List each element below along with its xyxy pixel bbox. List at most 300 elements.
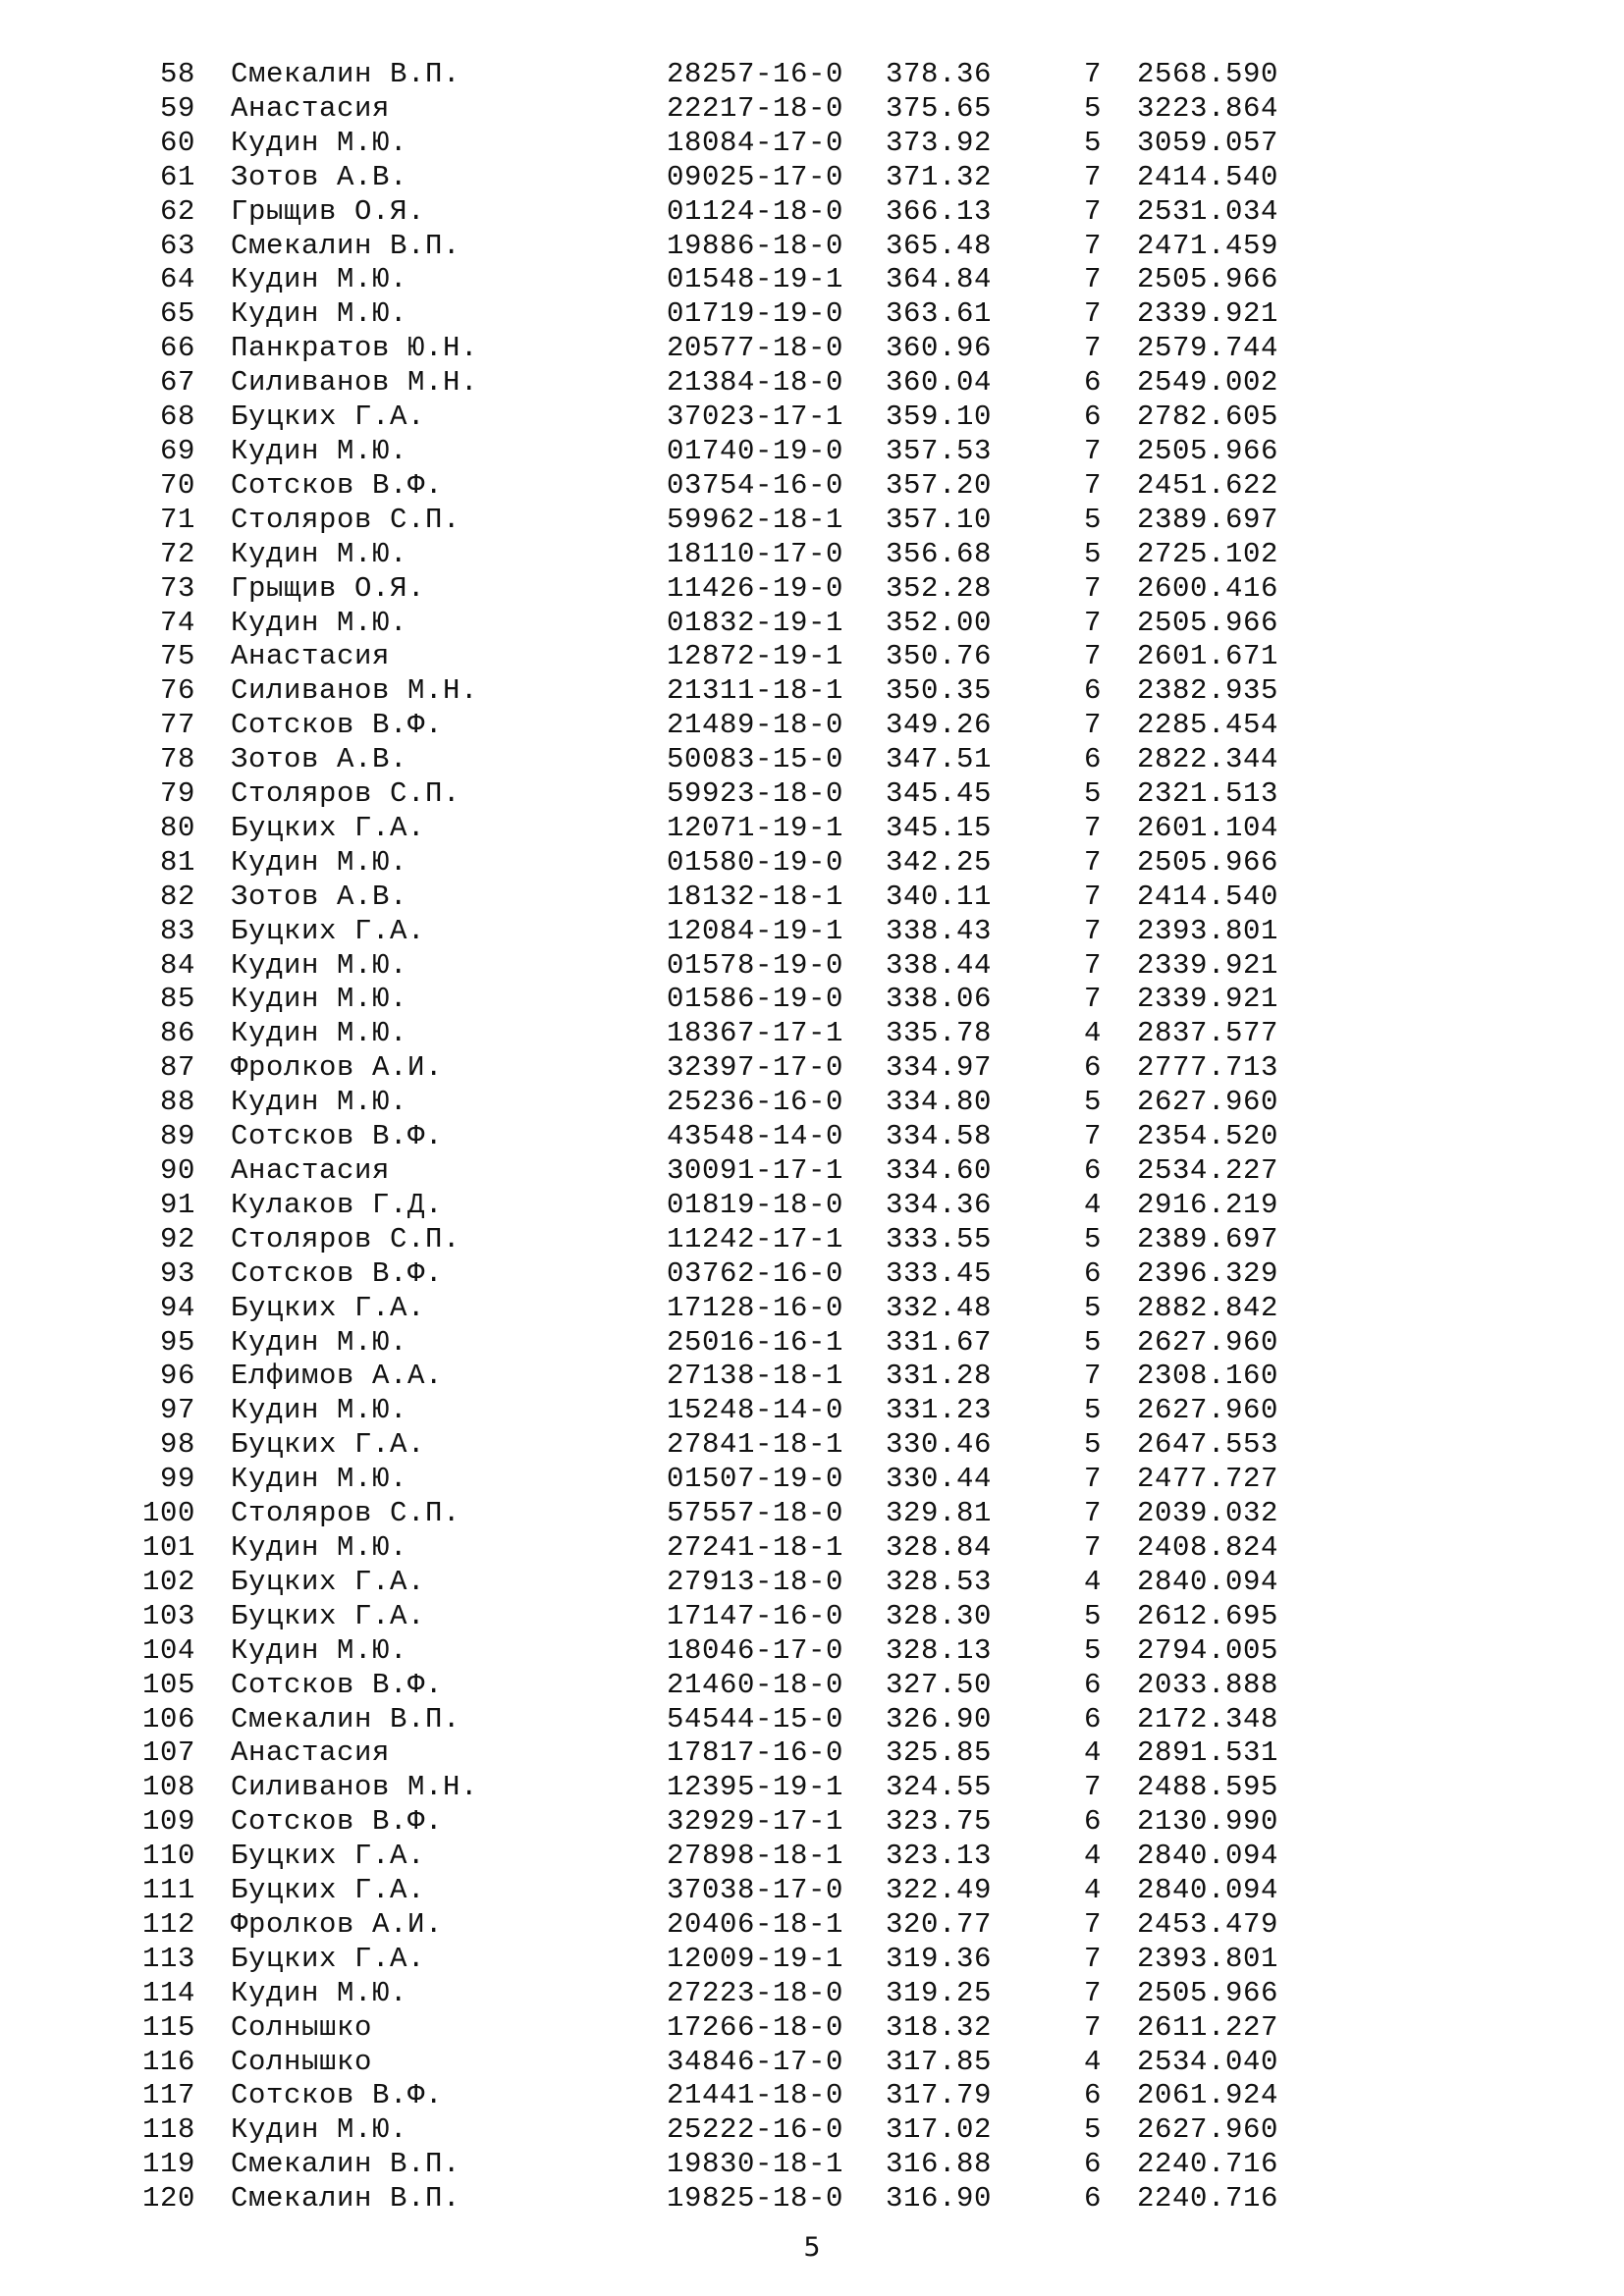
row-number: 63 [159,229,195,262]
result-value: 2611.227 [1137,2010,1279,2044]
count-value: 5 [1084,777,1103,811]
row-number: 93 [159,1256,195,1290]
row-number: 71 [159,503,195,536]
participant-name: Кудин М.Ю. [231,434,408,467]
score-value: 350.35 [886,674,993,708]
participant-name: Кудин М.Ю. [231,1394,408,1427]
result-value: 2308.160 [1137,1360,1279,1393]
record-code: 17266-18-0 [667,2010,844,2044]
score-value: 338.44 [886,948,993,982]
result-value: 2612.695 [1137,1599,1279,1632]
participant-name: Кудин М.Ю. [231,1976,408,2009]
result-value: 2414.540 [1137,880,1279,913]
row-number: 60 [159,126,195,159]
score-value: 317.85 [886,2045,993,2078]
record-code: 28257-16-0 [667,58,844,90]
result-value: 2471.459 [1137,229,1279,262]
score-value: 363.61 [886,297,993,331]
row-number: 75 [159,640,195,673]
score-value: 317.02 [886,2113,993,2147]
count-value: 7 [1084,914,1103,947]
participant-name: Кудин М.Ю. [231,126,408,159]
result-value: 2647.553 [1137,1428,1279,1462]
participant-name: Столяров С.П. [231,1222,461,1255]
participant-name: Солнышко [231,2045,373,2078]
participant-name: Анастасия [231,1154,391,1187]
score-value: 352.00 [886,606,993,639]
score-value: 334.60 [886,1154,993,1187]
row-number: 76 [159,674,195,708]
count-value: 5 [1084,503,1103,536]
participant-name: Кудин М.Ю. [231,948,408,982]
result-value: 2172.348 [1137,1702,1279,1735]
result-value: 2534.040 [1137,2045,1279,2078]
result-value: 2453.479 [1137,1907,1279,1941]
record-code: 01719-19-0 [667,297,844,331]
score-value: 327.50 [886,1668,993,1701]
score-value: 340.11 [886,880,993,913]
row-number: 118 [141,2113,195,2147]
row-number: 69 [159,434,195,467]
result-value: 2389.697 [1137,503,1279,536]
score-value: 322.49 [886,1874,993,1907]
score-value: 352.28 [886,571,993,605]
record-code: 22217-18-0 [667,91,844,125]
score-value: 334.80 [886,1086,993,1119]
record-code: 37023-17-1 [667,400,844,434]
count-value: 5 [1084,91,1103,125]
score-value: 347.51 [886,743,993,776]
score-value: 316.90 [886,2182,993,2216]
record-code: 27223-18-0 [667,1976,844,2009]
count-value: 7 [1084,263,1103,296]
count-value: 4 [1084,1874,1103,1907]
record-code: 18084-17-0 [667,126,844,159]
record-code: 27913-18-0 [667,1565,844,1598]
count-value: 6 [1084,1668,1103,1701]
score-value: 334.58 [886,1120,993,1153]
row-number: 79 [159,777,195,811]
count-value: 6 [1084,1805,1103,1839]
row-number: 112 [141,1907,195,1941]
row-number: 83 [159,914,195,947]
participant-name: Буцких Г.А. [231,400,426,434]
score-value: 342.25 [886,845,993,879]
participant-name: Кудин М.Ю. [231,1325,408,1359]
participant-name: Солнышко [231,2010,373,2044]
row-number: 62 [159,194,195,228]
participant-name: Кудин М.Ю. [231,2113,408,2147]
row-number: 61 [159,160,195,193]
row-number: 82 [159,880,195,913]
record-code: 12084-19-1 [667,914,844,947]
result-value: 2339.921 [1137,297,1279,331]
score-value: 345.45 [886,777,993,811]
count-value: 5 [1084,1086,1103,1119]
count-value: 5 [1084,1325,1103,1359]
result-value: 2840.094 [1137,1565,1279,1598]
record-code: 03762-16-0 [667,1256,844,1290]
count-value: 5 [1084,1428,1103,1462]
participant-name: Буцких Г.А. [231,914,426,947]
participant-name: Кудин М.Ю. [231,606,408,639]
row-number: 102 [141,1565,195,1598]
result-value: 2822.344 [1137,743,1279,776]
result-value: 2882.842 [1137,1291,1279,1324]
result-value: 2725.102 [1137,537,1279,570]
row-number: 120 [141,2182,195,2216]
record-code: 32397-17-0 [667,1051,844,1085]
record-code: 21384-18-0 [667,366,844,400]
row-number: 94 [159,1291,195,1324]
count-value: 7 [1084,1907,1103,1941]
score-value: 350.76 [886,640,993,673]
record-code: 19825-18-0 [667,2182,844,2216]
count-value: 6 [1084,400,1103,434]
result-value: 2837.577 [1137,1017,1279,1050]
result-value: 2354.520 [1137,1120,1279,1153]
record-code: 12395-19-1 [667,1771,844,1804]
result-value: 2321.513 [1137,777,1279,811]
participant-name: Панкратов Ю.Н. [231,332,479,365]
result-value: 2396.329 [1137,1256,1279,1290]
count-value: 4 [1084,1736,1103,1770]
result-value: 2285.454 [1137,709,1279,742]
record-code: 21311-18-1 [667,674,844,708]
result-value: 2601.104 [1137,811,1279,844]
count-value: 4 [1084,1188,1103,1221]
row-number: 85 [159,983,195,1016]
row-number: 92 [159,1222,195,1255]
record-code: 01586-19-0 [667,983,844,1016]
score-value: 359.10 [886,400,993,434]
record-code: 25236-16-0 [667,1086,844,1119]
record-code: 30091-17-1 [667,1154,844,1187]
record-code: 19886-18-0 [667,229,844,262]
row-number: 99 [159,1463,195,1496]
score-value: 364.84 [886,263,993,296]
score-value: 360.04 [886,366,993,400]
participant-name: Кудин М.Ю. [231,1086,408,1119]
score-value: 357.10 [886,503,993,536]
result-value: 2627.960 [1137,2113,1279,2147]
page-number: 5 [803,2232,821,2263]
score-value: 356.68 [886,537,993,570]
row-number: 66 [159,332,195,365]
row-number: 78 [159,743,195,776]
row-number: 88 [159,1086,195,1119]
participant-name: Кудин М.Ю. [231,263,408,296]
row-number: 86 [159,1017,195,1050]
record-code: 15248-14-0 [667,1394,844,1427]
row-number: 98 [159,1428,195,1462]
score-value: 333.55 [886,1222,993,1255]
record-code: 54544-15-0 [667,1702,844,1735]
score-value: 319.25 [886,1976,993,2009]
row-number: 80 [159,811,195,844]
count-value: 4 [1084,1565,1103,1598]
record-code: 12009-19-1 [667,1942,844,1975]
row-number: 101 [141,1530,195,1564]
result-value: 3059.057 [1137,126,1279,159]
result-value: 2782.605 [1137,400,1279,434]
participant-name: Сотсков В.Ф. [231,1668,444,1701]
score-value: 329.81 [886,1497,993,1530]
row-number: 73 [159,571,195,605]
count-value: 6 [1084,743,1103,776]
count-value: 5 [1084,1394,1103,1427]
result-value: 2393.801 [1137,914,1279,947]
participant-name: Буцких Г.А. [231,811,426,844]
participant-name: Буцких Г.А. [231,1428,426,1462]
score-value: 373.92 [886,126,993,159]
result-value: 2505.966 [1137,845,1279,879]
result-value: 2534.227 [1137,1154,1279,1187]
participant-name: Фролков А.И. [231,1051,444,1085]
score-value: 335.78 [886,1017,993,1050]
row-number: 64 [159,263,195,296]
score-value: 357.20 [886,468,993,502]
result-value: 2477.727 [1137,1463,1279,1496]
score-value: 357.53 [886,434,993,467]
count-value: 7 [1084,948,1103,982]
record-code: 27138-18-1 [667,1360,844,1393]
result-value: 2033.888 [1137,1668,1279,1701]
record-code: 18132-18-1 [667,880,844,913]
row-number: 67 [159,366,195,400]
record-code: 12872-19-1 [667,640,844,673]
row-number: 117 [141,2079,195,2112]
score-value: 345.15 [886,811,993,844]
participant-name: Буцких Г.А. [231,1942,426,1975]
result-value: 2891.531 [1137,1736,1279,1770]
count-value: 7 [1084,434,1103,467]
participant-name: Кудин М.Ю. [231,297,408,331]
participant-name: Грыщив О.Я. [231,571,426,605]
participant-name: Сотсков В.Ф. [231,468,444,502]
score-value: 331.28 [886,1360,993,1393]
score-value: 334.97 [886,1051,993,1085]
score-value: 331.23 [886,1394,993,1427]
result-value: 2389.697 [1137,1222,1279,1255]
result-value: 2627.960 [1137,1394,1279,1427]
participant-name: Анастасия [231,640,391,673]
count-value: 7 [1084,1120,1103,1153]
count-value: 6 [1084,2182,1103,2216]
participant-name: Грыщив О.Я. [231,194,426,228]
record-code: 03754-16-0 [667,468,844,502]
score-value: 331.67 [886,1325,993,1359]
record-code: 59923-18-0 [667,777,844,811]
count-value: 5 [1084,126,1103,159]
record-code: 18367-17-1 [667,1017,844,1050]
score-value: 334.36 [886,1188,993,1221]
count-value: 7 [1084,571,1103,605]
participant-name: Кудин М.Ю. [231,983,408,1016]
row-number: 110 [141,1840,195,1873]
score-value: 319.36 [886,1942,993,1975]
record-code: 59962-18-1 [667,503,844,536]
result-value: 2794.005 [1137,1633,1279,1667]
record-code: 27841-18-1 [667,1428,844,1462]
participant-name: Кудин М.Ю. [231,1530,408,1564]
count-value: 7 [1084,468,1103,502]
participant-name: Буцких Г.А. [231,1874,426,1907]
count-value: 7 [1084,640,1103,673]
record-code: 01819-18-0 [667,1188,844,1221]
count-value: 7 [1084,297,1103,331]
row-number: 96 [159,1360,195,1393]
record-code: 11426-19-0 [667,571,844,605]
result-value: 2488.595 [1137,1771,1279,1804]
record-code: 01832-19-1 [667,606,844,639]
row-number: 115 [141,2010,195,2044]
record-code: 01740-19-0 [667,434,844,467]
record-code: 21441-18-0 [667,2079,844,2112]
score-value: 328.13 [886,1633,993,1667]
count-value: 7 [1084,1497,1103,1530]
participant-name: Силиванов М.Н. [231,1771,479,1804]
row-number: 100 [141,1497,195,1530]
record-code: 12071-19-1 [667,811,844,844]
score-value: 375.65 [886,91,993,125]
row-number: 114 [141,1976,195,2009]
score-value: 328.30 [886,1599,993,1632]
score-value: 360.96 [886,332,993,365]
participant-name: Анастасия [231,1736,391,1770]
row-number: 105 [141,1668,195,1701]
record-code: 27898-18-1 [667,1840,844,1873]
record-code: 17128-16-0 [667,1291,844,1324]
result-value: 2777.713 [1137,1051,1279,1085]
row-number: 77 [159,709,195,742]
participant-name: Силиванов М.Н. [231,366,479,400]
participant-name: Смекалин В.П. [231,2148,461,2181]
record-code: 21489-18-0 [667,709,844,742]
participant-name: Кудин М.Ю. [231,1017,408,1050]
count-value: 7 [1084,606,1103,639]
result-value: 2505.966 [1137,434,1279,467]
row-number: 87 [159,1051,195,1085]
score-value: 365.48 [886,229,993,262]
score-value: 330.46 [886,1428,993,1462]
result-value: 2549.002 [1137,366,1279,400]
score-value: 323.13 [886,1840,993,1873]
result-value: 2382.935 [1137,674,1279,708]
record-code: 18046-17-0 [667,1633,844,1667]
score-value: 349.26 [886,709,993,742]
participant-name: Елфимов А.А. [231,1360,444,1393]
participant-name: Кудин М.Ю. [231,1463,408,1496]
score-value: 320.77 [886,1907,993,1941]
result-value: 2451.622 [1137,468,1279,502]
record-code: 25222-16-0 [667,2113,844,2147]
score-value: 330.44 [886,1463,993,1496]
row-number: 74 [159,606,195,639]
row-number: 72 [159,537,195,570]
row-number: 58 [159,58,195,90]
participant-name: Сотсков В.Ф. [231,1805,444,1839]
result-value: 2039.032 [1137,1497,1279,1530]
result-value: 2568.590 [1137,58,1279,90]
record-code: 18110-17-0 [667,537,844,570]
count-value: 6 [1084,1702,1103,1735]
count-value: 7 [1084,332,1103,365]
count-value: 7 [1084,1942,1103,1975]
result-value: 2130.990 [1137,1805,1279,1839]
count-value: 7 [1084,1463,1103,1496]
count-value: 5 [1084,1222,1103,1255]
participant-name: Силиванов М.Н. [231,674,479,708]
participant-name: Кудин М.Ю. [231,537,408,570]
score-value: 325.85 [886,1736,993,1770]
result-value: 3223.864 [1137,91,1279,125]
result-value: 2393.801 [1137,1942,1279,1975]
record-code: 20406-18-1 [667,1907,844,1941]
score-value: 324.55 [886,1771,993,1804]
result-value: 2339.921 [1137,983,1279,1016]
record-code: 17147-16-0 [667,1599,844,1632]
participant-name: Кудин М.Ю. [231,1633,408,1667]
count-value: 7 [1084,229,1103,262]
count-value: 4 [1084,1017,1103,1050]
result-value: 2840.094 [1137,1874,1279,1907]
score-value: 338.43 [886,914,993,947]
participant-name: Буцких Г.А. [231,1565,426,1598]
record-code: 01507-19-0 [667,1463,844,1496]
score-value: 318.32 [886,2010,993,2044]
record-code: 01548-19-1 [667,263,844,296]
score-value: 371.32 [886,160,993,193]
count-value: 7 [1084,1360,1103,1393]
result-value: 2240.716 [1137,2148,1279,2181]
row-number: 89 [159,1120,195,1153]
participant-name: Смекалин В.П. [231,2182,461,2216]
count-value: 7 [1084,845,1103,879]
score-value: 332.48 [886,1291,993,1324]
row-number: 97 [159,1394,195,1427]
count-value: 6 [1084,2079,1103,2112]
record-code: 21460-18-0 [667,1668,844,1701]
row-number: 111 [141,1874,195,1907]
row-number: 81 [159,845,195,879]
record-code: 25016-16-1 [667,1325,844,1359]
result-value: 2505.966 [1137,606,1279,639]
count-value: 6 [1084,2148,1103,2181]
row-number: 109 [141,1805,195,1839]
count-value: 7 [1084,1771,1103,1804]
row-number: 107 [141,1736,195,1770]
record-code: 01578-19-0 [667,948,844,982]
score-value: 338.06 [886,983,993,1016]
count-value: 7 [1084,709,1103,742]
count-value: 6 [1084,1154,1103,1187]
record-code: 32929-17-1 [667,1805,844,1839]
count-value: 6 [1084,1051,1103,1085]
participant-name: Сотсков В.Ф. [231,1256,444,1290]
count-value: 6 [1084,366,1103,400]
record-code: 19830-18-1 [667,2148,844,2181]
participant-name: Смекалин В.П. [231,229,461,262]
score-value: 378.36 [886,58,993,90]
result-value: 2414.540 [1137,160,1279,193]
count-value: 4 [1084,1840,1103,1873]
record-code: 20577-18-0 [667,332,844,365]
record-code: 50083-15-0 [667,743,844,776]
record-code: 11242-17-1 [667,1222,844,1255]
count-value: 7 [1084,1530,1103,1564]
participant-name: Буцких Г.А. [231,1840,426,1873]
